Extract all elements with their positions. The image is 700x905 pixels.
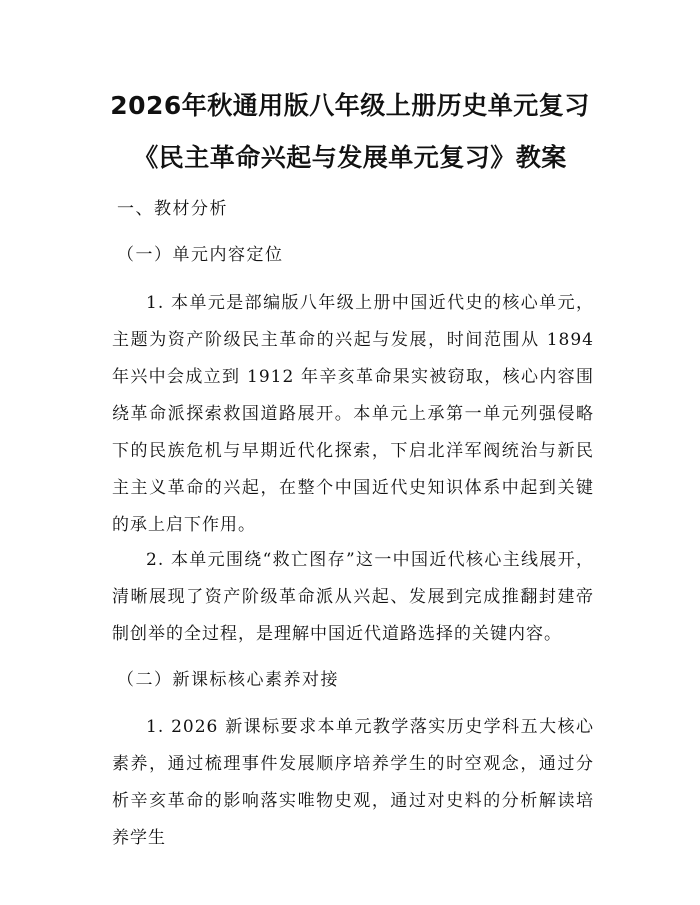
section-heading-textbook-analysis: 一、教材分析 <box>117 199 228 219</box>
paragraph-unit-core-content: 1. 本单元是部编版八年级上册中国近代史的核心单元，主题为资产阶级民主革命的兴起与发展，时间范围从 1894 年兴中会成立到 1912 年辛亥革命果实被窃取，核心内容围绕革命派探索救国道路展开。本单元上承第一单元列强侵略下的民族危机与早期近代化探索，下启北洋军阀统治与新民主主义革命的兴起，在整个中国近代史知识体系中起到关键的承上启下作用。 <box>112 293 594 535</box>
paragraph-unit-main-line: 2. 本单元围绕“救亡图存”这一中国近代核心主线展开，清晰展现了资产阶级革命派从兴起、发展到完成推翻封建帝制创举的全过程，是理解中国近代道路选择的关键内容。 <box>112 550 594 644</box>
subsection-heading-core-literacy: （二）新课标核心素养对接 <box>117 670 339 690</box>
document-title-line2: 《民主革命兴起与发展单元复习》教案 <box>133 143 567 172</box>
document-title-line1: 2026年秋通用版八年级上册历史单元复习 <box>110 91 590 120</box>
subsection-heading-unit-positioning: （一）单元内容定位 <box>117 245 284 265</box>
paragraph-curriculum-standards: 1. 2026 新课标要求本单元教学落实历史学科五大核心素养，通过梳理事件发展顺序培养学生的时空观念，通过分析辛亥革命的影响落实唯物史观，通过对史料的分析解读培养学生 <box>112 717 594 848</box>
